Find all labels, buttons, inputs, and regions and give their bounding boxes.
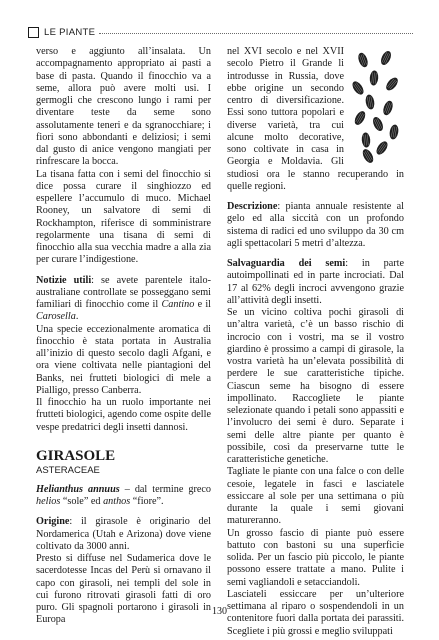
variety-carosella: Carosella	[36, 311, 76, 323]
sunflower-seeds-illustration	[348, 48, 404, 164]
salvaguardia-label: Salvaguardia dei semi	[227, 258, 346, 269]
running-header	[28, 24, 413, 40]
seed-icon	[371, 115, 385, 132]
header-dotted-rule	[99, 33, 413, 34]
notizie-utili-paragraph: Notizie utili: se avete parentele italo-australiane controllate se posseggano semi familiari di finocchio come il Cantino e il Carosella.	[36, 274, 211, 323]
seed-icon	[384, 76, 400, 93]
descrizione-label: Descrizione	[227, 201, 278, 212]
section-title: LE PIANTE	[44, 26, 96, 38]
paragraph: Una specie eccezionalmente aromatica di finocchio è stata portata in Australia all’inizio di questo secolo dagli Afgani, e ora viene coltivata nelle piantagioni del Banks, nei frutteti biologici di mele a Pialligo, presso Canberra.	[36, 323, 211, 396]
paragraph: La tisana fatta con i semi del finocchio si dice possa curare il singhiozzo ed espellere l’accumulo di muco. Michael Rooney, un salvatore di semi di Rockhampton, riferisce di somministrare regolarmente una tisana di semi di finocchio alla sua vecchia madre a alla zia per curare l’indigestione.	[36, 168, 211, 266]
plant-family: ASTERACEAE	[36, 464, 100, 476]
variety-cantino: Cantino	[161, 299, 195, 310]
seed-icon	[389, 124, 400, 140]
paragraph: Se un vicino coltiva pochi girasoli di un’altra varietà, c’è un basso rischio di incrocio con i vostri, ma se il vostro giardino è prossimo a campi di girasole, la vostra varietà ha un’elevata possibilità di perdere le sue caratteristiche tipiche. Ciascun seme ha bisogno di essere impollinato. Raccogliete le piante selezionate quando i petali sono appassiti e l’involucro dei semi è duro. Separate i semi delle altre piante per quanto è possibile, così da preservarne tutte le caratteristiche genetiche.	[227, 307, 404, 465]
descrizione-paragraph: Descrizione: pianta annuale resistente al gelo ed alla siccità con un profondo sistema di radici ed uno sviluppo da 30 cm agli spettacolari 5 metri d’altezza.	[227, 201, 404, 249]
seed-icon	[374, 139, 389, 156]
seed-icon	[369, 70, 379, 86]
seed-icon	[361, 132, 371, 148]
species-name: Helianthus annuus	[36, 483, 120, 495]
page-number: 130	[212, 606, 227, 617]
paragraph: Il finocchio ha un ruolo importante nei frutteti biologici, agendo come ospite delle vespe predatrici degli insetti dannosi.	[36, 397, 211, 433]
seed-icon	[353, 109, 368, 126]
header-square-icon	[28, 27, 39, 38]
paragraph: Lasciateli essiccare per un’ulteriore settimana al riparo o sospendendoli in un contenitore fuori dalla portata dei parassiti. Scegliete i più grossi e meglio sviluppati	[227, 588, 404, 637]
seed-icon	[379, 49, 393, 66]
paragraph: Un grosso fascio di piante può essere battuto con bastoni su una superficie solida. Per un fascio più piccolo, le piante possono essere trattate a mano. Pulite i semi vagliandoli e setacciandoli.	[227, 527, 404, 588]
paragraph: nel XVI secolo e nel XVII secolo Pietro il Grande li introdusse in Russia, dove ebbe origine un secondo centro di diversificazione. Essi sono tuttora popolari e diverse varietà, tra cui alcune molto decorative, sono coltivate in casa in Georgia e Moldavia. Gli studiosi ora le stanno recuperando in quelle regioni.	[227, 46, 404, 192]
notizie-utili-label: Notizie utili	[36, 274, 92, 286]
left-column	[36, 46, 211, 627]
paragraph: Presto si diffuse nel Sudamerica dove le sacerdotesse Incas del Perù si ornavano il capo con girasoli, nei templi del sole in cui furono ritrovati girasoli fatti di oro puro. Gli spagnoli portarono i girasoli in Europa	[36, 553, 211, 626]
species-paragraph: Helianthus annuus – dal termine greco helios “sole” ed anthos “fiore”.	[36, 483, 211, 507]
seed-icon	[365, 94, 376, 110]
salvaguardia-paragraph: Salvaguardia dei semi: in parte autoimpollinati ed in parte incrociati. Dal 17 al 62% degli incroci avvengono grazie all’attività degli insetti.	[227, 258, 404, 306]
paragraph: verso e aggiunto all’insalata. Un accompagnamento appropriato ai pasti a base di pasta. Quando il finocchio va a seme, allora può avere molti usi. I germogli che crescono lungo i rami per diventare teste da seme sono assolutamente teneri e da sgranocchiare; i fiori sono abbondanti e deliziosi; i semi dal gusto di anice vengono mangiati per rinfrescare la bocca.	[36, 46, 211, 168]
origine-label: Origine	[36, 516, 70, 528]
plant-heading: GIRASOLE	[36, 447, 116, 464]
seed-icon	[381, 100, 394, 117]
seed-icon	[356, 52, 369, 69]
origine-paragraph: Origine: il girasole è originario del Nordamerica (Utah e Arizona) dove viene coltivato da 3000 anni.	[36, 516, 211, 552]
paragraph: Tagliate le piante con una falce o con delle cesoie, legatele in fasci e lasciatele essiccare al sole per una settimana o più durante la quale i semi giovani matureranno.	[227, 466, 404, 527]
seeds-icon	[348, 48, 404, 164]
seed-icon	[350, 79, 365, 96]
seed-icon	[361, 147, 376, 164]
right-column	[227, 46, 404, 638]
